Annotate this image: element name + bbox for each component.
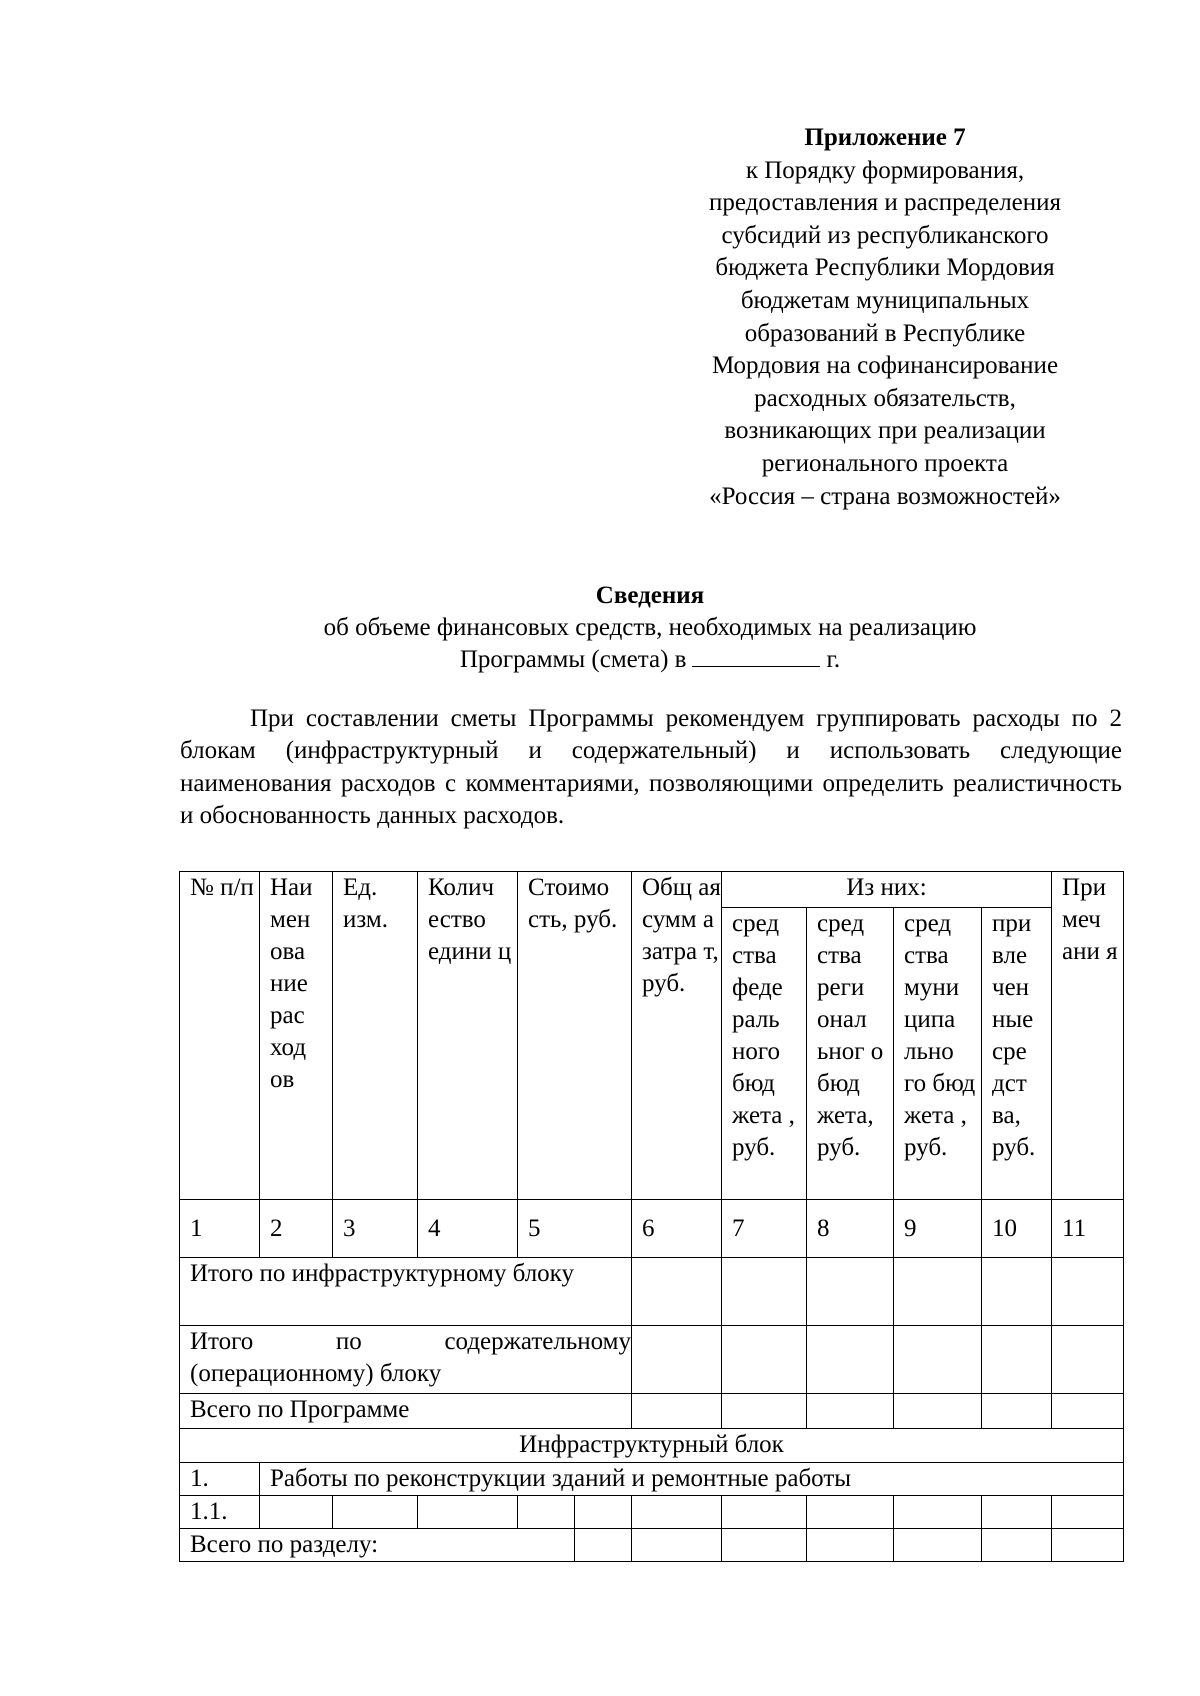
table-cell [1052,1258,1124,1326]
section-infra-header: Инфраструктурный блок [180,1429,1124,1463]
table-cell [894,1496,982,1529]
row-section-total-label: Всего по разделу: [180,1529,575,1562]
header-unit: Ед. изм. [333,872,418,1200]
document-subtitle: об объеме финансовых средств, необходимых на реализацию [323,614,977,641]
table-cell [1052,1529,1124,1562]
table-cell [982,1258,1052,1326]
appendix-line: образований в Республике [744,319,1026,347]
table-cell [894,1394,982,1429]
subtitle-suffix: г. [826,646,841,673]
table-cell [518,1496,575,1529]
table-cell [982,1394,1052,1429]
table-cell [1052,1394,1124,1429]
item-name: Работы по реконструкции зданий и ремонтные работы [260,1463,1124,1496]
document-title: Сведения [595,582,705,609]
col-number: 7 [722,1200,807,1258]
table-cell [575,1529,632,1562]
table-cell [575,1496,632,1529]
table-cell [1052,1496,1124,1529]
header-quantity: Колич ество едини ц [418,872,518,1200]
table-cell [894,1258,982,1326]
header-attracted: при вле чен ные сре дст ва, руб. [982,908,1052,1200]
appendix-line: к Порядку формирования, [745,156,1025,184]
col-number: 5 [518,1200,632,1258]
table-cell [982,1529,1052,1562]
document-heading [180,580,1120,676]
appendix-line: Мордовия на софинансирование [711,352,1059,380]
header-of-which: Из них: [722,872,1052,908]
header-cost: Стоимо сть, руб. [518,872,632,1200]
col-number: 3 [333,1200,418,1258]
table-cell [807,1258,894,1326]
year-blank [692,644,820,667]
intro-paragraph: При составлении сметы Программы рекомендуем группировать расходы по 2 блокам (инфраструктурный и содержательный) и использовать следующие наименования расходов с комментариями, позволяющими определить реалистичность и обоснованность данных расходов. [180,705,1122,829]
appendix-title: Приложение 7 [804,124,966,151]
appendix-line: субсидий из республиканского [721,221,1049,249]
table-cell [894,1529,982,1562]
col-number: 1 [180,1200,260,1258]
col-number: 9 [894,1200,982,1258]
col-number: 2 [260,1200,333,1258]
row-content-total-label: Итого по содержательному (операционному) блоку [180,1326,632,1394]
table-cell [1052,1326,1124,1394]
table-cell [260,1496,333,1529]
col-number: 4 [418,1200,518,1258]
row-infra-total-label: Итого по инфраструктурному блоку [180,1258,632,1326]
header-total: Общ ая сумм а затра т, руб. [632,872,722,1200]
table-cell [418,1496,518,1529]
appendix-line: бюджетам муниципальных [740,286,1030,314]
header-municipal: сред ства муни ципа льно го бюд жета , руб. [894,908,982,1200]
appendix-line: расходных обязательств, [754,384,1016,412]
appendix-line: «Россия – страна возможностей» [709,482,1061,510]
appendix-block [660,122,1110,513]
col-number: 8 [807,1200,894,1258]
header-federal: сред ства феде раль ного бюд жета , руб. [722,908,807,1200]
document-subtitle-year [180,644,1120,676]
header-name: Наи мен ова ние рас ход ов [260,872,333,1200]
table-cell [632,1394,722,1429]
table-cell [807,1496,894,1529]
appendix-line: бюджета Республики Мордовия [715,254,1055,282]
item-number: 1. [180,1463,260,1496]
table-cell [894,1326,982,1394]
appendix-line: предоставления и распределения [708,189,1062,217]
header-num: № п/п [180,872,260,1200]
appendix-line: возникающих при реализации [724,417,1046,445]
header-regional: сред ства реги онал ьног о бюд жета, руб. [807,908,894,1200]
table-cell [632,1496,722,1529]
table-cell [982,1496,1052,1529]
table-cell [722,1258,807,1326]
col-number: 10 [982,1200,1052,1258]
table-cell [807,1529,894,1562]
table-cell [982,1326,1052,1394]
table-cell [632,1529,722,1562]
header-note: При меч ани я [1052,872,1124,1200]
table-cell [632,1258,722,1326]
table-cell [722,1394,807,1429]
col-number: 11 [1052,1200,1124,1258]
estimate-table [179,871,1124,1562]
table-cell [722,1326,807,1394]
appendix-line: регионального проекта [761,449,1009,477]
table-cell [807,1394,894,1429]
item-number: 1.1. [180,1496,260,1529]
table-cell [333,1496,418,1529]
subtitle-prefix: Программы (смета) в [459,646,687,673]
table-cell [632,1326,722,1394]
row-program-total-label: Всего по Программе [180,1394,632,1429]
table-cell [722,1496,807,1529]
table-cell [807,1326,894,1394]
col-number: 6 [632,1200,722,1258]
table-cell [722,1529,807,1562]
